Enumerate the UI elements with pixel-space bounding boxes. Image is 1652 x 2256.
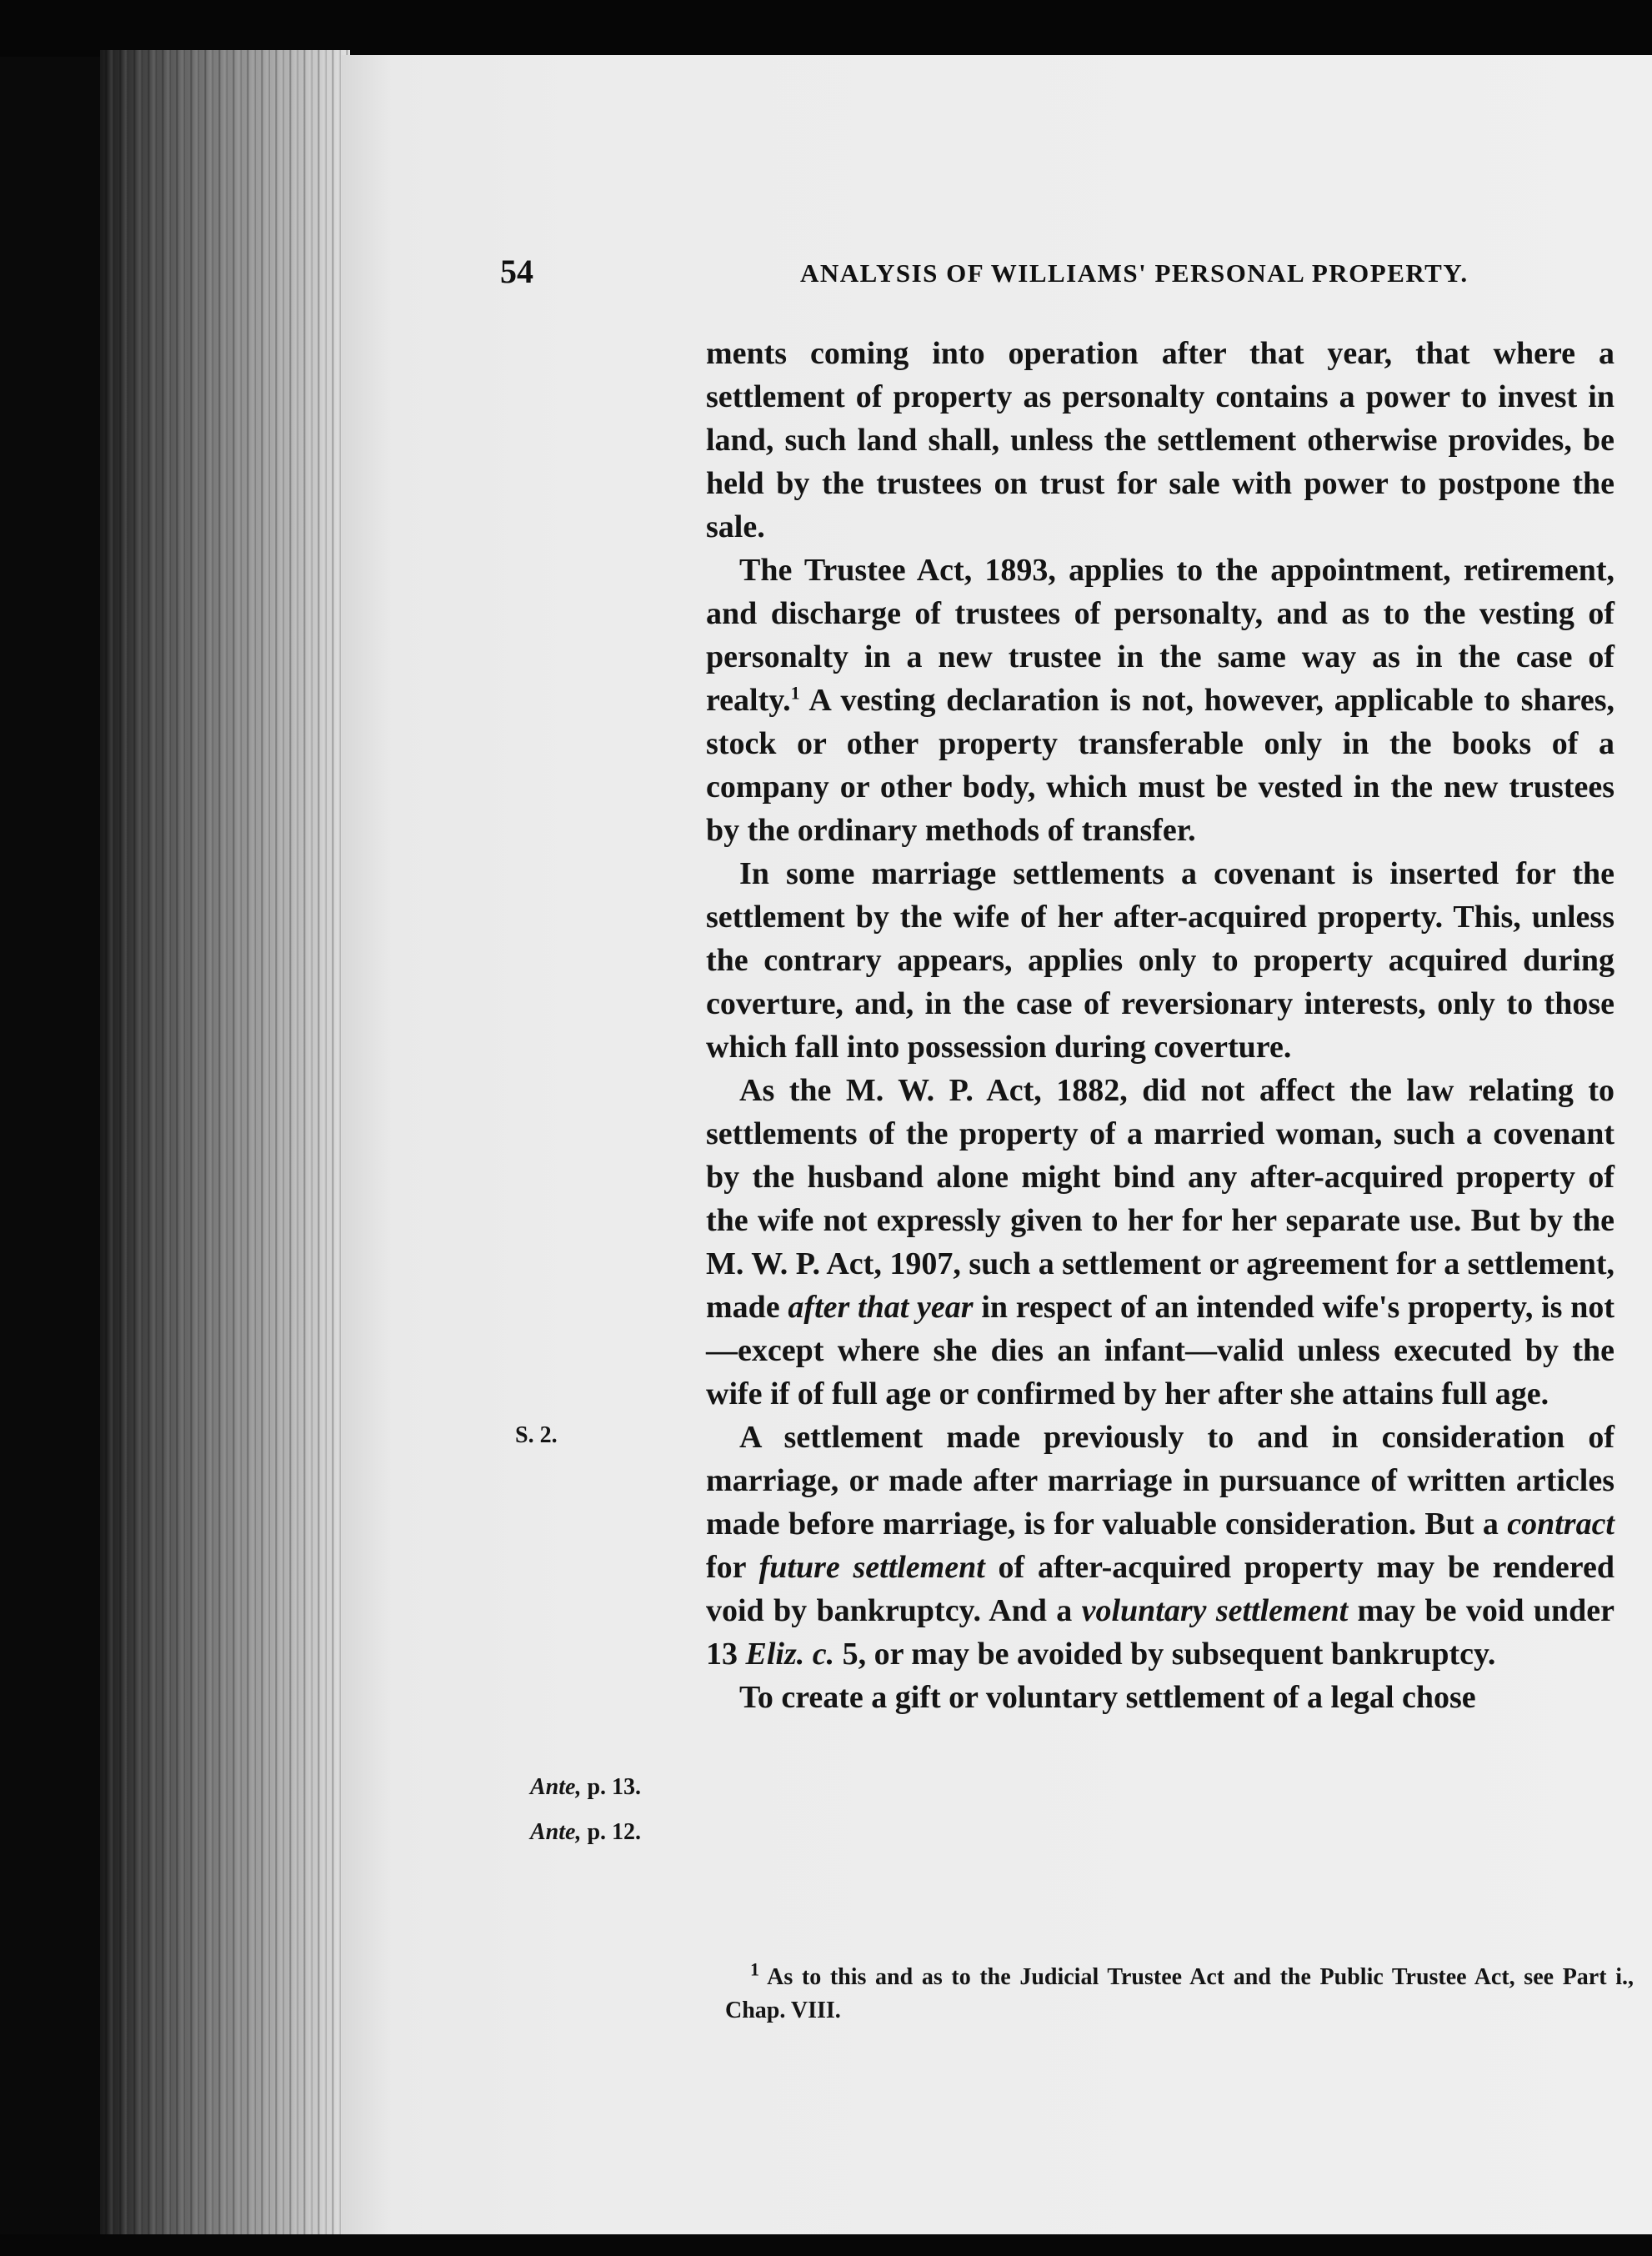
paragraph-2-text-b: A vesting declaration is not, however, applicable to shares, stock or other property transferable only in the books of a company or other body, which must be vested in the new trustees by the ordinary methods of transfer. xyxy=(706,683,1614,848)
footnote-marker: 1 xyxy=(750,1958,759,1980)
margin-note-ante-italic: Ante, xyxy=(530,1774,582,1800)
margin-note-page-ref: p. 13. xyxy=(581,1774,642,1800)
paragraph-5-emphasis-voluntary-settlement: voluntary settlement xyxy=(1081,1593,1349,1628)
running-head: ANALYSIS OF WILLIAMS' PERSONAL PROPERTY. xyxy=(800,258,1469,288)
margin-note-page-ref: p. 12. xyxy=(581,1819,642,1845)
scan-border-top xyxy=(0,0,1652,57)
page-header xyxy=(500,252,1650,302)
paragraph-4-text-b: in respect of an intended wife's property, is not—except where she dies an infant—valid unless executed by the wife if of full age or confirmed by her after she attains full age. xyxy=(706,1290,1614,1411)
paragraph-5-text-e: 5, or may be avoided by subsequent bankruptcy. xyxy=(834,1637,1496,1672)
footnote-reference: 1 xyxy=(790,682,800,704)
paragraph-5-emphasis-future-settlement: future settlement xyxy=(758,1550,985,1585)
paragraph-5-text-a: A settlement made previously to and in consideration of marriage, or made after marriage in pursuance of written articles made before marriage, is for valuable consideration. But a xyxy=(706,1420,1614,1542)
footnote xyxy=(725,1958,1634,2028)
paragraph-3: In some marriage settlements a covenant is inserted for the settlement by the wife of her after-acquired property. This, unless the contrary appears, applies only to property acquired during coverture, and, in the case of reversionary interests, only to those which fall into possession during coverture. xyxy=(706,856,1614,1065)
paragraph-5-text-b: for xyxy=(706,1550,759,1585)
margin-note-ante-p13 xyxy=(530,1774,641,1801)
paragraph-4-emphasis: after that year xyxy=(788,1290,974,1325)
paragraph-5-text-c: of after-acquired property may be rendered void by bankruptcy. And a xyxy=(706,1550,1614,1628)
margin-note-section: S. 2. xyxy=(515,1422,558,1448)
scan-border-bottom xyxy=(0,2234,1652,2256)
paragraph-5-emphasis-eliz: Eliz. xyxy=(745,1637,805,1672)
book-spine-gutter xyxy=(100,50,350,2234)
footnote-text: As to this and as to the Judicial Trustee Act and the Public Trustee Act, see Part i., Chap. VIII. xyxy=(725,1964,1634,2023)
paragraph-2-text-a: The Trustee Act, 1893, applies to the appointment, retirement, and discharge of trustees of personalty, and as to the vesting of personalty in a new trustee in the same way as in the case of realty. xyxy=(706,553,1614,718)
page-number: 54 xyxy=(500,253,533,290)
paragraph-1: ments coming into operation after that year, that where a settlement of property as personalty contains a power to invest in land, such land shall, unless the settlement otherwise provides, be held by the trustees on trust for sale with power to postpone the sale. xyxy=(706,336,1614,544)
paragraph-5 xyxy=(706,1416,1614,1676)
paragraph-5-emphasis-c: c. xyxy=(812,1637,835,1672)
margin-note-ante-italic: Ante, xyxy=(530,1819,582,1845)
paragraph-4 xyxy=(706,1069,1614,1416)
margin-note-ante-p12 xyxy=(530,1819,641,1846)
paragraph-2 xyxy=(706,549,1614,852)
paragraph-5-text-d: may be void under 13 xyxy=(706,1593,1614,1672)
paragraph-6: To create a gift or voluntary settlement of a legal chose xyxy=(739,1680,1476,1715)
paragraph-4-text-a: As the M. W. P. Act, 1882, did not affect the law relating to settlements of the property of a married woman, such a covenant by the husband alone might bind any after-acquired property of the wife not expressly given to her for her separate use. But by the M. W. P. Act, 1907, such a settlement or agreement for a settlement, made xyxy=(706,1073,1614,1325)
paragraph-5-emphasis-contract: contract xyxy=(1507,1507,1614,1542)
body-text xyxy=(706,332,1614,1719)
